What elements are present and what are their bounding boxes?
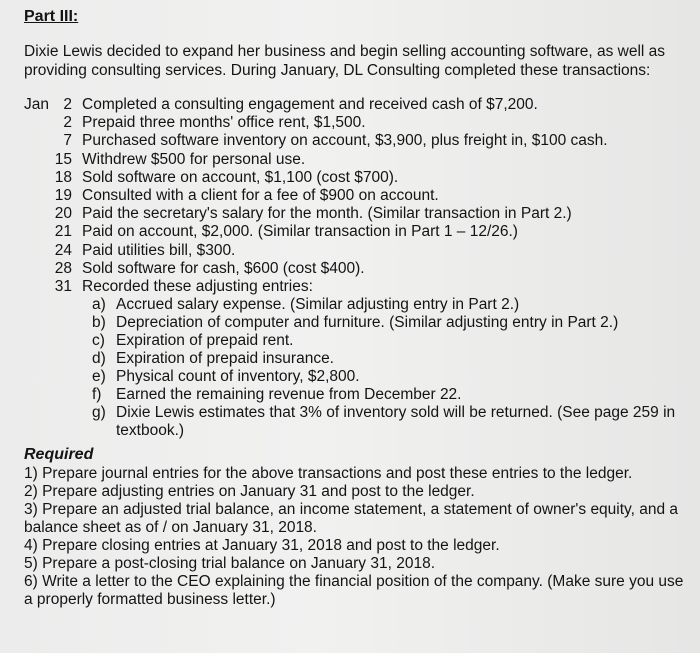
- adjusting-entry-text: Depreciation of computer and furniture. (Similar adjusting entry in Part 2.): [116, 314, 619, 332]
- required-item: 6) Write a letter to the CEO explaining the financial position of the company. (Make sure you use a properly formatted business letter.): [24, 573, 684, 608]
- adjusting-entry-text: Expiration of prepaid insurance.: [116, 350, 334, 368]
- required-item: 4) Prepare closing entries at January 31, 2018 and post to the ledger.: [24, 537, 500, 554]
- adjusting-entry-letter: a): [92, 296, 106, 314]
- adjusting-entry: [24, 386, 684, 404]
- required-item: 2) Prepare adjusting entries on January 31 and post to the ledger.: [24, 483, 475, 500]
- page-title: Part III:: [24, 8, 79, 25]
- transaction-text: Completed a consulting engagement and received cash of $7,200.: [82, 96, 538, 113]
- transaction-row: [24, 205, 684, 223]
- month-label: Jan: [24, 96, 49, 113]
- transaction-text: Paid utilities bill, $300.: [82, 241, 236, 259]
- transaction-day: 2: [63, 114, 72, 132]
- adjusting-entry-text: Physical count of inventory, $2,800.: [116, 368, 360, 386]
- adjusting-entry-letter: f): [92, 386, 102, 404]
- required-item: 5) Prepare a post-closing trial balance on January 31, 2018.: [24, 555, 435, 572]
- transaction-row: [24, 114, 684, 132]
- transaction-day: 20: [54, 205, 72, 223]
- transaction-row: [24, 169, 684, 187]
- transaction-row: [24, 151, 684, 169]
- adjusting-entry-letter: d): [92, 350, 106, 368]
- transaction-text: Sold software for cash, $600 (cost $400).: [82, 259, 365, 277]
- adjusting-entry: [24, 296, 684, 314]
- transaction-row: [24, 260, 684, 278]
- adjusting-entry-text: Earned the remaining revenue from December 22.: [116, 386, 462, 404]
- transaction-day: 15: [54, 150, 72, 168]
- transaction-row: [24, 132, 684, 150]
- adjusting-entry-letter: c): [92, 332, 105, 350]
- adjusting-entry: [24, 350, 684, 368]
- intro-paragraph: Dixie Lewis decided to expand her business and begin selling accounting software, as well as providing consulting services. During January, DL Consulting completed these transactions:: [24, 43, 666, 79]
- transaction-day: 19: [54, 186, 72, 204]
- adjusting-entry: [24, 404, 684, 440]
- transaction-day: 21: [54, 223, 72, 241]
- transaction-text: Paid on account, $2,000. (Similar transaction in Part 1 – 12/26.): [82, 223, 518, 241]
- transaction-text: Withdrew $500 for personal use.: [82, 150, 306, 168]
- adjusting-entry: [24, 368, 684, 386]
- transaction-text: Purchased software inventory on account, $3,900, plus freight in, $100 cash.: [82, 132, 608, 150]
- adjusting-entry-text: Dixie Lewis estimates that 3% of inventory sold will be returned. (See page 259 in textbook.): [116, 404, 676, 440]
- transaction-list: [24, 96, 684, 440]
- transaction-row: [24, 96, 684, 114]
- transaction-day: 7: [63, 132, 72, 150]
- transaction-text: Paid the secretary's salary for the month. (Similar transaction in Part 2.): [82, 205, 572, 223]
- transaction-row: [24, 242, 684, 260]
- transaction-day: 31: [54, 277, 72, 295]
- transaction-text: Prepaid three months' office rent, $1,500.: [82, 114, 366, 132]
- required-heading: Required: [24, 446, 94, 463]
- adjusting-entry: [24, 332, 684, 350]
- transaction-text: Recorded these adjusting entries:: [82, 277, 313, 295]
- transaction-row: [24, 223, 684, 241]
- required-item: 3) Prepare an adjusted trial balance, an income statement, a statement of owner's equity, and a balance sheet as of / on January 31, 2018.: [24, 501, 679, 536]
- transaction-row: [24, 278, 684, 296]
- required-item: 1) Prepare journal entries for the above transactions and post these entries to the ledger.: [24, 465, 633, 482]
- transaction-day: 24: [54, 241, 72, 259]
- transaction-day: 18: [54, 168, 72, 186]
- adjusting-entry-letter: g): [92, 404, 106, 422]
- transaction-text: Consulted with a client for a fee of $900 on account.: [82, 186, 439, 204]
- adjusting-entry-letter: e): [92, 368, 106, 386]
- adjusting-entry-text: Expiration of prepaid rent.: [116, 332, 294, 350]
- adjusting-entry-letter: b): [92, 314, 106, 332]
- transaction-text: Sold software on account, $1,100 (cost $700).: [82, 168, 399, 186]
- adjusting-entry: [24, 314, 684, 332]
- transaction-day: 28: [54, 259, 72, 277]
- transaction-day: 2: [63, 96, 72, 113]
- adjusting-entry-text: Accrued salary expense. (Similar adjusting entry in Part 2.): [116, 296, 520, 314]
- transaction-row: [24, 187, 684, 205]
- required-section: [24, 446, 689, 609]
